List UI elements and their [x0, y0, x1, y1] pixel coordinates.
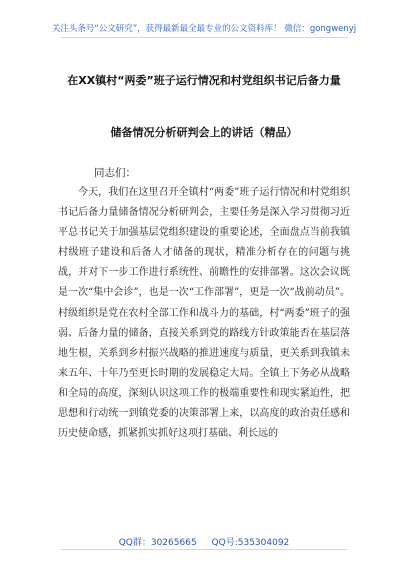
- header-promo-note: 关注头条号“公文研究”，获得最新最全最专业的公文资料库！ 微信：gongwenyj: [51, 24, 357, 34]
- header-divider: [60, 37, 348, 38]
- footer-contact: [0, 535, 408, 548]
- body-paragraph: 今天，我们在这里召开全镇村“两委”班子运行情况和村党组织书记后备力量储备情况分析研判会，主要任务是深入学习贯彻习近平总书记关于加强基层党组织建设的重要论述，全面盘点当前我镇村级班子建设和后备人才储备的现状，精准分析存在的问题与挑战，并对下一步工作进行系统性、前瞻性的安排部署。这次会议既是一次“集中会诊”，也是一次“工作部署”，更是一次“战前动员”。村级组织是党在农村全部工作和战斗力的基础，村“两委”班子的强弱、后备力量的储备，直接关系到党的路线方针政策能否在基层落地生根，关系到乡村振兴战略的推进速度与质量，更关系到我镇未来五年、十年乃至更长时期的发展稳定大局。全镇上下务必从战略和全局的高度，深刻认识这项工作的极端重要性和现实紧迫性，把思想和行动统一到镇党委的决策部署上来，以高度的政治责任感和历史使命感，抓紧抓实抓好这项打基础、利长远的: [58, 187, 350, 440]
- footer-qq-number: QQ号:535304092: [211, 538, 290, 548]
- salutation: 同志们：: [94, 167, 136, 179]
- footer-divider: [60, 549, 348, 550]
- footer-qq-group: QQ群：30265665: [118, 538, 197, 548]
- document-title-line-1: 在XX镇村“两委”班子运行情况和村党组织书记后备力量: [67, 74, 341, 87]
- document-title-line-2: 储备情况分析研判会上的讲话（精品）: [110, 126, 298, 139]
